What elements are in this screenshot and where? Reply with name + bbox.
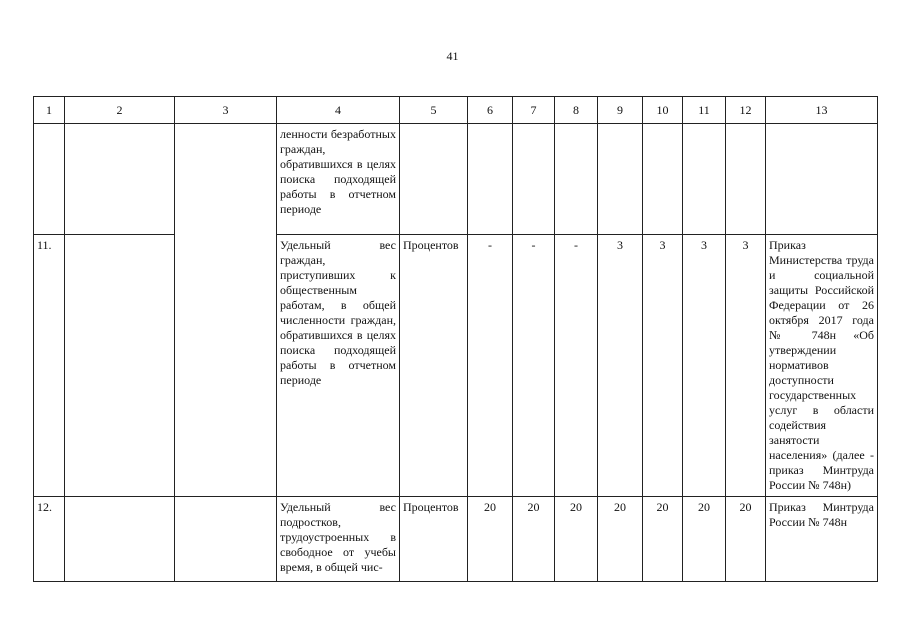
value-cell: 20 bbox=[726, 497, 766, 582]
header-cell: 9 bbox=[598, 97, 643, 124]
value-cell bbox=[726, 124, 766, 235]
header-cell: 3 bbox=[175, 97, 277, 124]
col3-cell bbox=[175, 124, 277, 497]
col3-cell bbox=[175, 497, 277, 582]
header-cell: 10 bbox=[643, 97, 683, 124]
header-cell: 5 bbox=[400, 97, 468, 124]
table-header-row bbox=[34, 97, 878, 124]
unit-cell bbox=[400, 124, 468, 235]
source-cell: Приказ Министерства труда и социальной защиты Российской Федерации от 26 октября 2017 года № 748н «Об утверждении нормативов доступности государственных услуг в области содействия занятости населения» (далее - приказ Минтруда России № 748н) bbox=[766, 235, 878, 497]
value-cell: 20 bbox=[683, 497, 726, 582]
unit-cell: Процентов bbox=[400, 235, 468, 497]
value-cell: - bbox=[555, 235, 598, 497]
value-cell: 3 bbox=[726, 235, 766, 497]
table-row bbox=[34, 235, 878, 497]
header-cell: 4 bbox=[277, 97, 400, 124]
header-cell: 7 bbox=[513, 97, 555, 124]
value-cell bbox=[468, 124, 513, 235]
unit-cell: Процентов bbox=[400, 497, 468, 582]
value-cell: 20 bbox=[598, 497, 643, 582]
header-cell: 1 bbox=[34, 97, 65, 124]
value-cell: - bbox=[468, 235, 513, 497]
header-cell: 2 bbox=[65, 97, 175, 124]
col2-cell bbox=[65, 124, 175, 235]
row-number-cell: 12. bbox=[34, 497, 65, 582]
table-row bbox=[34, 497, 878, 582]
header-cell: 13 bbox=[766, 97, 878, 124]
row-number-cell: 11. bbox=[34, 235, 65, 497]
page-number: 41 bbox=[446, 49, 459, 63]
value-cell bbox=[683, 124, 726, 235]
source-cell bbox=[766, 124, 878, 235]
header-cell: 11 bbox=[683, 97, 726, 124]
value-cell: 3 bbox=[683, 235, 726, 497]
indicators-table bbox=[33, 96, 878, 582]
value-cell: 3 bbox=[598, 235, 643, 497]
row-number-cell bbox=[34, 124, 65, 235]
header-cell: 12 bbox=[726, 97, 766, 124]
value-cell: - bbox=[513, 235, 555, 497]
col2-cell bbox=[65, 497, 175, 582]
value-cell: 20 bbox=[513, 497, 555, 582]
value-cell: 3 bbox=[643, 235, 683, 497]
value-cell bbox=[643, 124, 683, 235]
header-cell: 8 bbox=[555, 97, 598, 124]
table-row bbox=[34, 124, 878, 235]
indicator-name-cell: Удельный вес граждан, приступивших к общественным работам, в общей численности граждан, обратившихся в целях поиска подходящей работы в отчетном периоде bbox=[277, 235, 400, 497]
col2-cell bbox=[65, 235, 175, 497]
header-cell: 6 bbox=[468, 97, 513, 124]
value-cell bbox=[598, 124, 643, 235]
value-cell: 20 bbox=[643, 497, 683, 582]
value-cell: 20 bbox=[555, 497, 598, 582]
indicator-name-cell: ленности безработных граждан, обратившихся в целях поиска подходящей работы в отчетном периоде bbox=[277, 124, 400, 235]
value-cell bbox=[513, 124, 555, 235]
source-cell: Приказ Минтруда России № 748н bbox=[766, 497, 878, 582]
value-cell bbox=[555, 124, 598, 235]
value-cell: 20 bbox=[468, 497, 513, 582]
indicator-name-cell: Удельный вес подростков, трудоустроенных в свободное от учебы время, в общей чис- bbox=[277, 497, 400, 582]
